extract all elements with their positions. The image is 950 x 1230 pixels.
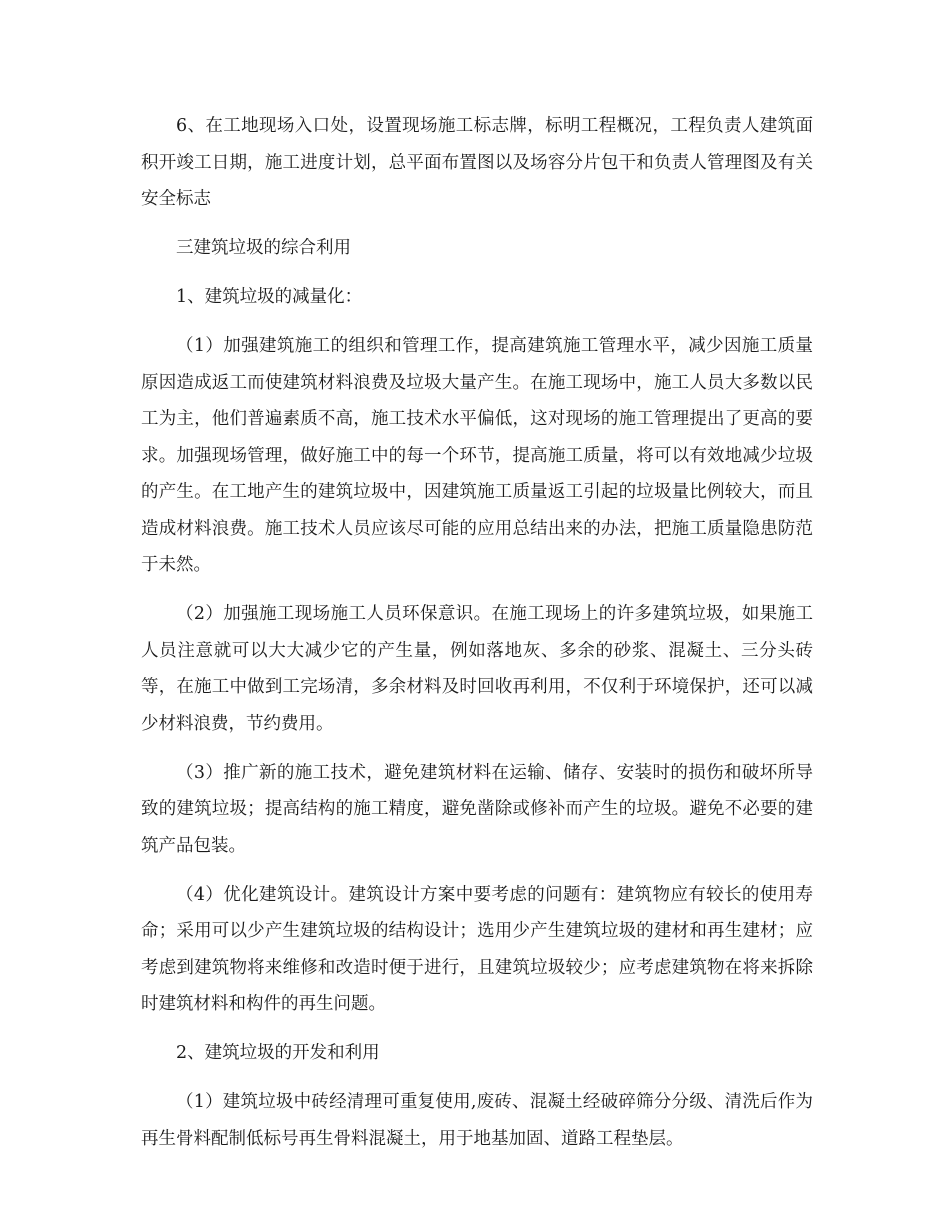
paragraph-item-1-management: （1）加强建筑施工的组织和管理工作，提高建筑施工管理水平，减少因施工质量原因造成返工而使建筑材料浪费及垃圾大量产生。在施工现场中，施工人员大多数以民工为主，他们普遍素质不高，施工技术水平偏低，这对现场的施工管理提出了更高的要求。加强现场管理，做好施工中的每一个环节，提高施工质量，将可以有效地减少垃圾的产生。在工地产生的建筑垃圾中，因建筑施工质量返工引起的垃圾量比例较大，而且造成材料浪费。施工技术人员应该尽可能的应用总结出来的办法，把施工质量隐患防范于未然。: [141, 336, 813, 575]
paragraph-item-2-awareness: （2）加强施工现场施工人员环保意识。在施工现场上的许多建筑垃圾，如果施工人员注意就可以大大减少它的产生量，例如落地灰、多余的砂浆、混凝土、三分头砖等，在施工中做到工完场清，多余材料及时回收再利用，不仅利于环境保护，还可以减少材料浪费，节约费用。: [141, 604, 813, 734]
document-body: [141, 108, 813, 1170]
paragraph-item-3-new-technology: （3）推广新的施工技术，避免建筑材料在运输、储存、安装时的损伤和破坏所导致的建筑垃圾；提高结构的施工精度，避免凿除或修补而产生的垃圾。避免不必要的建筑产品包装。: [141, 762, 813, 856]
subheading-development-utilization: 2、建筑垃圾的开发和利用: [176, 1043, 380, 1063]
section-heading-comprehensive-utilization: 三建筑垃圾的综合利用: [176, 238, 351, 258]
subheading-waste-reduction: 1、建筑垃圾的减量化：: [176, 287, 363, 307]
paragraph-site-signboard: 6、在工地现场入口处，设置现场施工标志牌，标明工程概况，工程负责人建筑面积开竣工日期，施工进度计划，总平面布置图以及场容分片包干和负责人管理图及有关安全标志: [141, 116, 813, 209]
paragraph-reuse-item-1: （1）建筑垃圾中砖经清理可重复使用,废砖、混凝土经破碎筛分分级、清洗后作为再生骨料配制低标号再生骨料混凝土，用于地基加固、道路工程垫层。: [141, 1092, 813, 1149]
paragraph-item-4-design: （4）优化建筑设计。建筑设计方案中要考虑的问题有：建筑物应有较长的使用寿命；采用可以少产生建筑垃圾的结构设计；选用少产生建筑垃圾的建材和再生建材；应考虑到建筑物将来维修和改造时便于进行，且建筑垃圾较少；应考虑建筑物在将来拆除时建筑材料和构件的再生问题。: [141, 884, 813, 1014]
